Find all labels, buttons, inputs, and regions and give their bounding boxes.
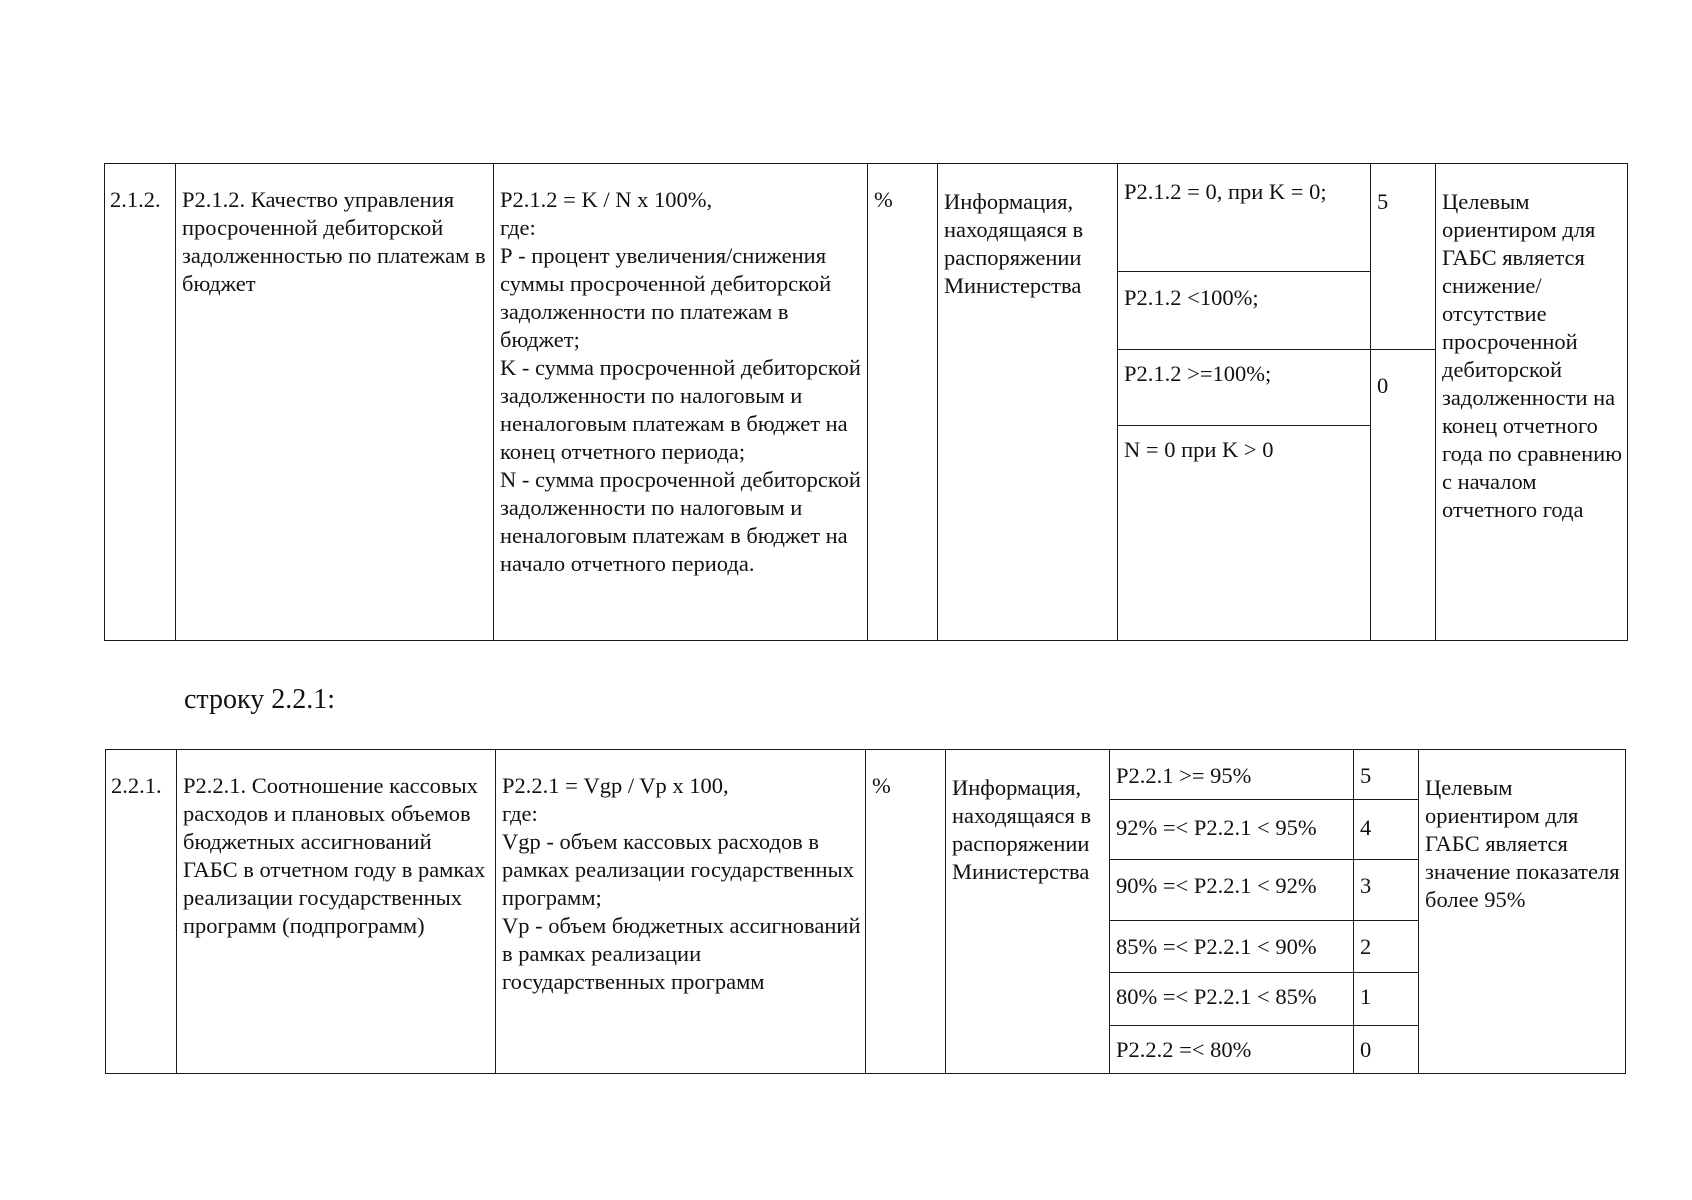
formula-cell (496, 750, 866, 1074)
target-cell (1419, 750, 1626, 1074)
condition-text: 90% =< Р2.2.1 < 92% (1116, 873, 1317, 898)
unit: % (874, 187, 893, 212)
condition-cell (1110, 800, 1354, 860)
condition-text: 92% =< Р2.2.1 < 95% (1116, 815, 1317, 840)
condition-cell (1110, 860, 1354, 921)
row-number-cell (105, 164, 176, 641)
score-cell (1354, 860, 1419, 921)
score-value: 5 (1377, 189, 1389, 214)
condition-text: 85% =< Р2.2.1 < 90% (1116, 934, 1317, 959)
condition-text: Р2.2.2 =< 80% (1116, 1037, 1252, 1062)
condition-text: 80% =< Р2.2.1 < 85% (1116, 984, 1317, 1009)
formula-text: Р2.1.2 = K / N x 100%, где: Р - процент увеличения/снижения суммы просроченной дебиторской задолженности по платежам в бюджет; K - сумма просроченной дебиторской задолженности по налоговым и неналоговым платежам в бюджет на конец отчетного периода; N - сумма просроченной дебиторской задолженности по налоговым и неналоговым платежам в бюджет на начало отчетного периода. (500, 187, 861, 576)
score-cell (1354, 1026, 1419, 1074)
row-number: 2.1.2. (110, 187, 161, 212)
score-value: 1 (1360, 984, 1372, 1009)
unit-cell (868, 164, 938, 641)
score-value: 0 (1377, 373, 1389, 398)
data-source: Информация, находящаяся в распоряжении Министерства (952, 775, 1092, 884)
row-number: 2.2.1. (111, 773, 162, 798)
score-cell (1354, 750, 1419, 800)
indicator-name-cell (176, 164, 494, 641)
source-cell (938, 164, 1118, 641)
condition-text: Р2.1.2 >=100%; (1124, 361, 1272, 386)
score-value: 5 (1360, 763, 1372, 788)
unit-cell (866, 750, 946, 1074)
indicator-table-2-2-1 (105, 749, 1626, 1074)
score-value: 3 (1360, 873, 1372, 898)
indicator-name-cell (177, 750, 496, 1074)
row-number-cell (106, 750, 177, 1074)
data-source: Информация, находящаяся в распоряжении Министерства (944, 189, 1084, 298)
condition-text: Р2.2.1 >= 95% (1116, 763, 1252, 788)
condition-cell (1118, 426, 1371, 641)
score-cell (1354, 973, 1419, 1026)
source-cell (946, 750, 1110, 1074)
score-value: 2 (1360, 934, 1372, 959)
condition-cell (1110, 750, 1354, 800)
formula-text: Р2.2.1 = Vgp / Vp x 100, где: Vgp - объем кассовых расходов в рамках реализации государственных программ; Vp - объем бюджетных ассигнований в рамках реализации государственных программ (502, 773, 861, 994)
condition-text: Р2.1.2 = 0, при K = 0; (1124, 179, 1327, 204)
condition-cell (1118, 272, 1371, 350)
condition-cell (1110, 973, 1354, 1026)
condition-cell (1118, 164, 1371, 272)
indicator-name: Р2.2.1. Соотношение кассовых расходов и плановых объемов бюджетных ассигнований ГАБС в отчетном году в рамках реализации государственных программ (подпрограмм) (183, 773, 486, 938)
score-cell (1354, 921, 1419, 973)
section-caption: строку 2.2.1: (184, 684, 335, 715)
score-cell (1371, 164, 1436, 350)
score-value: 4 (1360, 815, 1372, 840)
target-text: Целевым ориентиром для ГАБС является снижение/отсутствие просроченной дебиторской задолженности на конец отчетного года по сравнению с началом отчетного года (1442, 189, 1623, 522)
unit: % (872, 773, 891, 798)
condition-cell (1110, 921, 1354, 973)
condition-text: Р2.1.2 <100%; (1124, 285, 1259, 310)
score-cell (1371, 350, 1436, 641)
formula-cell (494, 164, 868, 641)
target-cell (1436, 164, 1628, 641)
condition-text: N = 0 при K > 0 (1124, 437, 1274, 462)
score-cell (1354, 800, 1419, 860)
condition-cell (1110, 1026, 1354, 1074)
indicator-name: Р2.1.2. Качество управления просроченной дебиторской задолженностью по платежам в бюджет (182, 187, 486, 296)
score-value: 0 (1360, 1037, 1372, 1062)
target-text: Целевым ориентиром для ГАБС является значение показателя более 95% (1425, 775, 1620, 912)
condition-cell (1118, 350, 1371, 426)
indicator-table-2-1-2 (104, 163, 1628, 641)
